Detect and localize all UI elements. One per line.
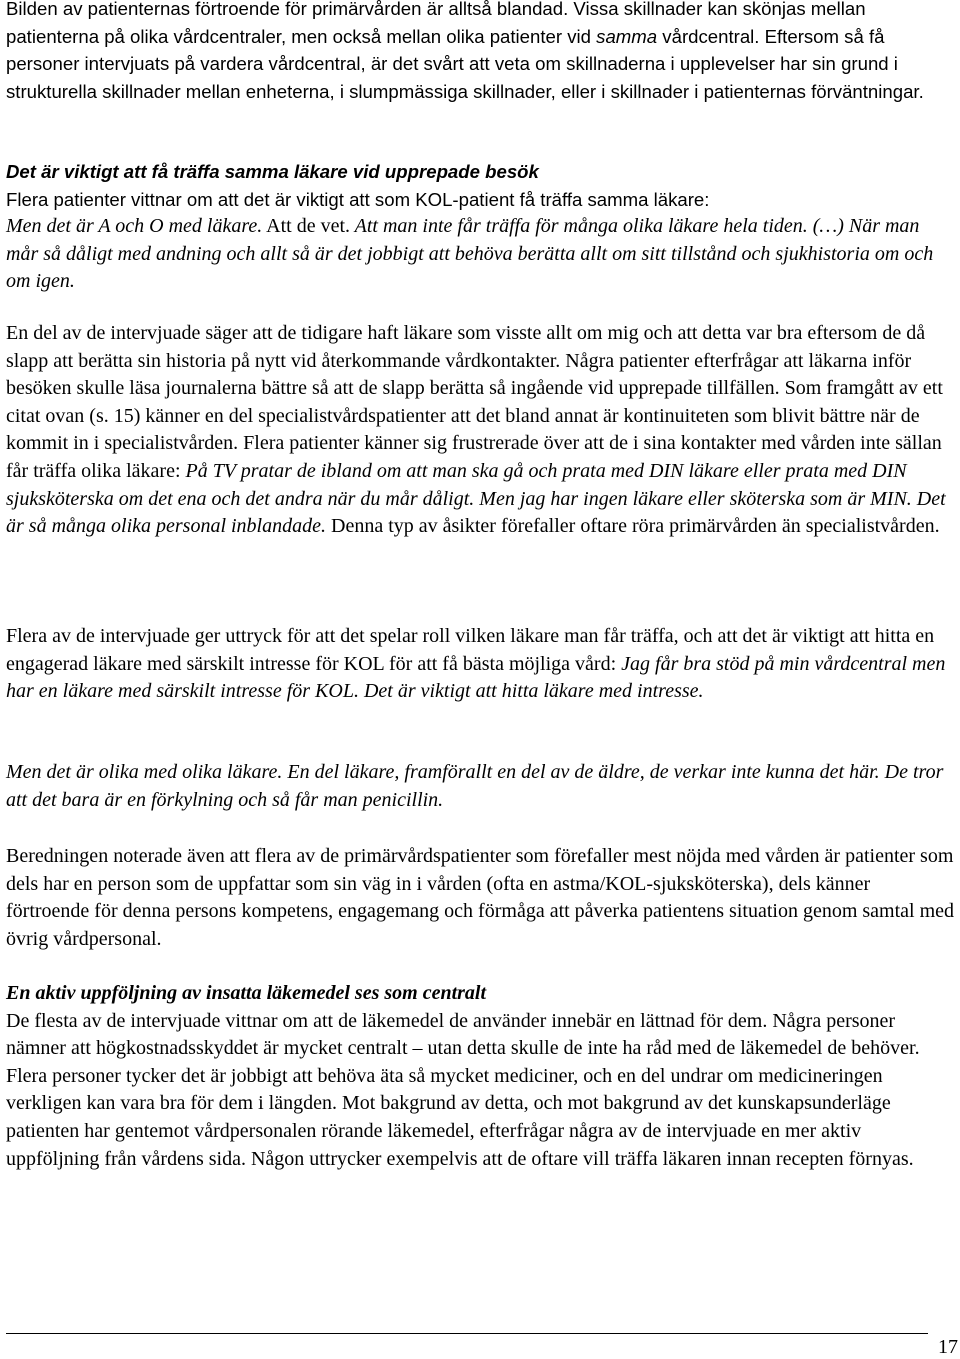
quote-tv: På TV pratar de ibland om att man ska gå och prata med DIN läkare eller prata med DIN sjuksköterska om det ena och det andra när du mår dåligt. Men jag har ingen läkare eller sköterska som är MIN. Det är så många olika personal inblandade. <box>6 459 946 538</box>
paragraph-engaged-doctor <box>6 623 956 706</box>
footer-divider <box>6 1333 928 1334</box>
intro-emphasis-samma: samma <box>596 25 658 47</box>
section-lead: Flera patienter vittnar om att det är viktigt att som KOL-patient få träffa samma läkare: <box>6 188 710 210</box>
quote-1a: Men det är A och O med läkare. <box>6 215 263 237</box>
page-number: 17 <box>938 1336 958 1358</box>
quote-support: Jag får bra stöd på min vårdcentral men har en läkare med särskilt intresse för KOL. Det är viktigt att hitta läkare med intresse. <box>6 652 946 703</box>
section-same-doctor <box>6 158 956 296</box>
quote-block-1 <box>6 213 956 296</box>
paragraph-committee: Beredningen noterade även att flera av de primärvårdspatienter som förefaller mest nöjda med vården är patienter som dels har en person som de uppfattar som sin väg in i vården (ofta en astma/KOL-sjuksköterska), dels känner förtroende för denna persons kompetens, engagemang och förmåga att påverka patientens situation genom samtal med övrig vårdpersonal. <box>6 845 955 950</box>
intro-text-1: Bilden av patienternas förtroende för primärvården är alltså blandad. Vissa skillnader kan skönjas mellan patienterna på olika vårdcentraler, men också mellan olika patienter vid <box>6 0 866 47</box>
quote-different-doctors: Men det är olika med olika läkare. En del läkare, framförallt en del av de äldre, de verkar inte kunna det här. De tror att det bara är en förkylning och så får man penicillin. <box>6 761 944 811</box>
paragraph-previous-doctors <box>6 320 956 541</box>
section-medication-followup <box>6 980 956 1173</box>
section-heading-same-doctor: Det är viktigt att få träffa samma läkare vid upprepade besök <box>6 161 539 182</box>
quote-1d: (…) När man mår så dåligt med andning och allt så är det jobbigt att behöva berätta allt om sitt tillstånd och sjukhistoria om och om igen. <box>6 215 934 293</box>
paragraph-previous-doctors-end: Denna typ av åsikter förefaller oftare röra primärvården än specialistvården. <box>331 515 940 538</box>
section-heading-medication: En aktiv uppföljning av insatta läkemedel ses som centralt <box>6 982 487 1004</box>
section-medication-text: De flesta av de intervjuade vittnar om att de läkemedel de använder innebär en lättnad för dem. Några personer nämner att högkostnadsskyddet är mycket centralt – utan detta skulle de inte ha råd med de läkemedel de behöver. Flera personer tycker det är jobbigt att behöva äta så mycket mediciner, och en del undrar om medicineringen verkligen kan vara bra för dem i längden. Mot bakgrund av detta, och mot bakgrund av det kunskapsunderläge patienten har gentemot vårdpersonalen rörande läkemedel, efterfrågar några av de intervjuade en mer aktiv uppföljning från vårdens sida. Någon uttrycker exempelvis att de oftare vill träffa läkaren innan recepten förnyas. <box>6 1009 920 1170</box>
quote-1b: Att de vet. <box>262 215 351 237</box>
quote-1c: Att man inte får träffa för många olika läkare hela tiden. <box>350 215 808 237</box>
paragraph-engaged-doctor-text: Flera av de intervjuade ger uttryck för att det spelar roll vilken läkare man får träffa, och att det är viktigt att hitta en engagerad läkare med särskilt intresse för KOL för att få bästa möjliga vård: <box>6 625 935 675</box>
intro-paragraph <box>6 0 956 105</box>
intro-text-2: vårdcentral. Eftersom så få personer intervjuats på vardera vårdcentral, är det svårt att veta om skillnaderna i upplevelser har sin grund i strukturella skillnader mellan enheterna, i slumpmässiga skillnader, eller i skillnader i patienternas förväntningar. <box>6 25 924 102</box>
paragraph-previous-doctors-text: En del av de intervjuade säger att de tidigare haft läkare som visste allt om mig och att detta var bra eftersom de då slapp att berätta sin historia på nytt vid återkommande vårdkontakter. Några patienter efterfrågar att läkarna inför besöken skulle läsa journalerna bättre så att de slapp berätta så ingående vid upprepade tillfällen. Som framgått av ett citat ovan (s. 15) känner en del specialistvårdspatienter att det bland annat är kontinuiteten som blivit bättre när de kommit in i specialistvården. Flera patienter känner sig frustrerade över att de i sina kontakter med vården inte sällan får träffa olika läkare: <box>6 322 943 482</box>
